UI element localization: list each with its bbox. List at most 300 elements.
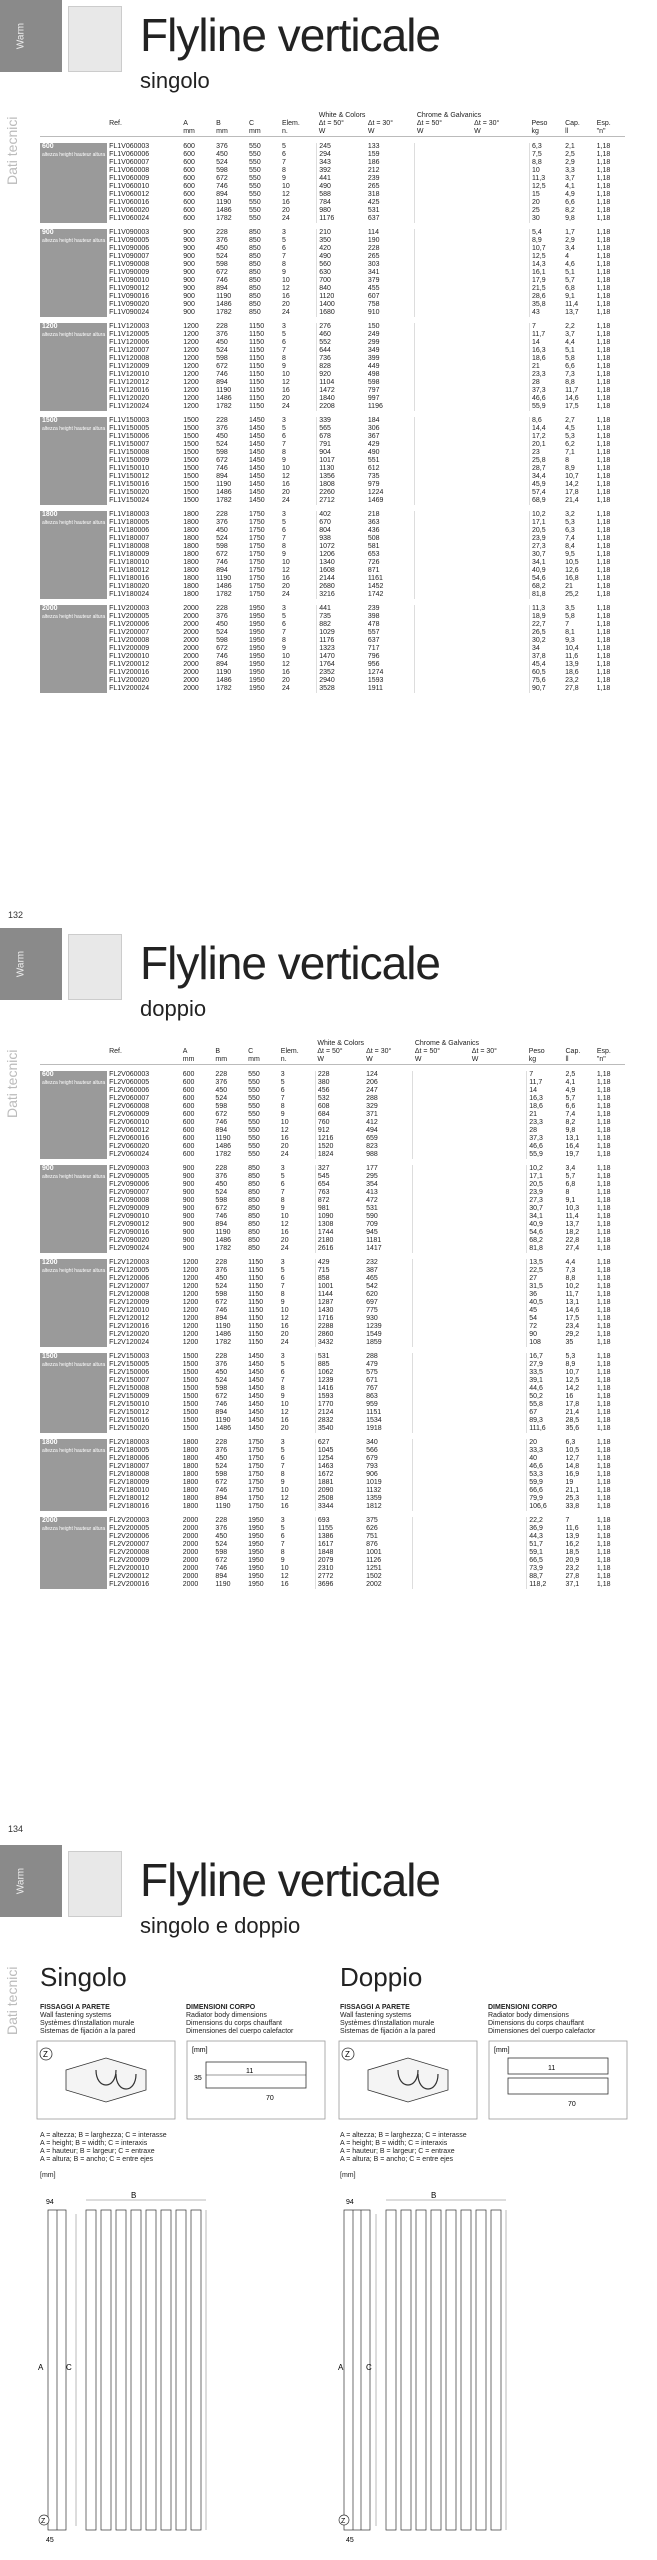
table-cell: 6 — [280, 1369, 285, 1376]
table-cell: 671 — [366, 1377, 378, 1384]
table-cell: 24 — [280, 1339, 289, 1346]
table-cell: 850 — [249, 261, 261, 268]
table-cell: 27 — [527, 1275, 564, 1283]
table-cell: 1,18 — [596, 1315, 611, 1322]
table-cell: 804 — [317, 527, 366, 535]
table-cell: 1,18 — [596, 1439, 611, 1446]
table-cell: 1,18 — [596, 637, 611, 644]
table-cell: 1500 — [183, 441, 199, 448]
table-cell — [415, 685, 472, 693]
table-row — [40, 1439, 625, 1447]
table-cell: 600 — [182, 1143, 195, 1150]
table-cell — [415, 535, 472, 543]
table-cell: 376 — [215, 1173, 228, 1180]
table-cell — [470, 1283, 527, 1291]
table-cell — [472, 331, 529, 339]
table-cell — [413, 1119, 470, 1127]
radiator-element — [461, 2210, 471, 2530]
table-cell: 1848 — [315, 1549, 364, 1557]
legend-line: A = hauteur; B = largeur; C = entraxe — [340, 2148, 455, 2155]
table-cell: 945 — [366, 1229, 378, 1236]
table-cell: 1800 — [182, 1479, 199, 1486]
table-cell: 1450 — [249, 417, 265, 424]
table-cell: 1950 — [249, 677, 265, 684]
table-cell: 1450 — [248, 1393, 264, 1400]
table-cell: 850 — [249, 293, 261, 300]
table-cell: 1386 — [315, 1533, 364, 1541]
table-cell — [472, 293, 529, 301]
table-cell: 228 — [215, 1165, 228, 1172]
table-cell: 8,1 — [565, 629, 575, 636]
table-cell: 12 — [280, 1495, 289, 1502]
dim-line: Radiator body dimensions — [186, 2012, 267, 2019]
table-row — [40, 1447, 625, 1455]
table-cell: 2124 — [315, 1409, 364, 1417]
table-cell: 376 — [215, 1267, 228, 1274]
table-cell: 27,9 — [527, 1361, 564, 1369]
group-label: 2000 altezza height hauteur altura — [40, 1517, 107, 1589]
table-cell: 1,18 — [596, 355, 611, 362]
table-cell — [472, 543, 529, 551]
table-cell: FL1V090008 — [109, 261, 150, 268]
table-cell: 16 — [280, 1323, 289, 1330]
dim-11: 11 — [246, 2068, 254, 2075]
table-cell: 228 — [216, 605, 228, 612]
table-row — [40, 559, 625, 567]
table-row — [40, 1463, 625, 1471]
table-cell: 850 — [248, 1165, 260, 1172]
table-cell: 22,7 — [530, 621, 564, 629]
table-cell: 55,9 — [530, 403, 564, 411]
table-cell — [413, 1267, 470, 1275]
table-cell: 8 — [281, 261, 286, 268]
table-cell: 894 — [216, 191, 228, 198]
table-cell: 1151 — [366, 1409, 382, 1416]
dim-94: 94 — [46, 2199, 54, 2206]
product-thumbnail — [68, 934, 122, 1000]
table-cell: FL1V200016 — [109, 669, 150, 676]
dim-title: DIMENSIONI CORPO — [186, 2004, 256, 2011]
table-cell: 30 — [530, 215, 564, 223]
table-cell: 600 — [183, 207, 195, 214]
table-row — [40, 1409, 625, 1417]
table-row — [40, 613, 625, 621]
table-cell: FL1V060007 — [109, 159, 150, 166]
table-cell: 672 — [216, 363, 228, 370]
table-cell: 5 — [280, 1447, 285, 1454]
table-cell: FL1V150016 — [109, 481, 150, 488]
table-cell: 1,18 — [596, 1409, 611, 1416]
table-cell: 797 — [367, 387, 380, 394]
table-cell: 791 — [317, 441, 366, 449]
table-row — [40, 543, 625, 551]
table-cell: 450 — [215, 1087, 228, 1094]
table-cell: 672 — [215, 1205, 228, 1212]
table-cell — [415, 653, 472, 661]
table-cell — [415, 237, 472, 245]
table-cell: 40,9 — [530, 567, 564, 575]
table-cell: 1,18 — [596, 301, 611, 308]
table-cell: 1950 — [248, 1517, 264, 1524]
table-cell — [413, 1479, 470, 1487]
table-cell: 8 — [281, 543, 286, 550]
table-cell: 45,9 — [530, 481, 564, 489]
table-row — [40, 1573, 625, 1581]
table-cell — [415, 143, 472, 151]
table-cell: 1950 — [248, 1573, 264, 1580]
table-cell: 206 — [366, 1079, 378, 1086]
table-cell: 1782 — [215, 1245, 231, 1252]
radiator-element — [491, 2210, 501, 2530]
table-cell — [470, 1377, 527, 1385]
table-cell: FL2V150020 — [109, 1425, 150, 1432]
table-row — [40, 1581, 625, 1589]
table-row — [40, 1221, 625, 1229]
table-cell: FL1V060010 — [109, 183, 150, 190]
table-cell — [413, 1111, 470, 1119]
fix-line: Wall fastening systems — [40, 2012, 112, 2019]
table-cell: 14,6 — [565, 395, 579, 402]
table-cell: 598 — [215, 1197, 228, 1204]
table-cell: FL2V200010 — [109, 1565, 150, 1572]
table-cell: 1450 — [248, 1369, 264, 1376]
table-cell: 882 — [317, 621, 366, 629]
table-cell: 228 — [216, 511, 228, 518]
table-cell: 460 — [317, 331, 366, 339]
table-cell — [472, 527, 529, 535]
table-cell: 3,5 — [565, 605, 575, 612]
table-cell — [413, 1401, 470, 1409]
table-cell: 600 — [182, 1087, 195, 1094]
table-cell — [472, 245, 529, 253]
table-cell: 1,18 — [596, 1353, 611, 1360]
table-cell — [413, 1197, 470, 1205]
radiator-element — [176, 2210, 186, 2530]
table-row — [40, 1291, 625, 1299]
table-cell: 343 — [317, 159, 366, 167]
table-cell: 6,6 — [565, 363, 575, 370]
radiator-element — [401, 2210, 411, 2530]
table-cell: 1950 — [249, 653, 265, 660]
table-cell: 3,3 — [565, 167, 575, 174]
table-cell: 2000 — [183, 605, 199, 612]
table-cell: 746 — [215, 1487, 228, 1494]
table-cell: FL1V180008 — [109, 543, 150, 550]
table-cell: 1190 — [216, 481, 232, 488]
table-cell: 1950 — [248, 1557, 264, 1564]
table-cell — [415, 591, 472, 599]
table-row — [40, 433, 625, 441]
table-cell: 68,2 — [527, 1237, 564, 1245]
table-cell: FL2V120012 — [109, 1315, 150, 1322]
table-cell: 823 — [366, 1143, 378, 1150]
table-cell: 1029 — [317, 629, 366, 637]
table-cell: 17,2 — [530, 433, 564, 441]
table-cell: 18,6 — [530, 355, 564, 363]
table-cell: 450 — [215, 1181, 228, 1188]
table-cell: 18,6 — [565, 669, 579, 676]
table-row — [40, 457, 625, 465]
table-cell: 7 — [565, 1517, 570, 1524]
table-cell: 600 — [182, 1151, 195, 1158]
table-cell: 607 — [367, 293, 380, 300]
table-cell: 16 — [281, 293, 290, 300]
table-cell: 1,18 — [596, 575, 611, 582]
table-cell: 490 — [317, 183, 366, 191]
table-cell: 6 — [281, 621, 286, 628]
table-cell — [413, 1103, 470, 1111]
table-cell: 979 — [367, 481, 380, 488]
col-unit-mm3: mm — [246, 1056, 279, 1065]
table-cell: 25,2 — [565, 591, 579, 598]
table-cell: 21 — [565, 583, 573, 590]
table-cell: FL2V060012 — [109, 1127, 150, 1134]
table-cell: 697 — [366, 1299, 378, 1306]
table-row — [40, 183, 625, 191]
table-cell: 12 — [281, 473, 290, 480]
table-cell: FL1V150007 — [109, 441, 150, 448]
table-cell: 21 — [527, 1111, 564, 1119]
header-group-row — [40, 112, 625, 120]
table-cell: FL2V090024 — [109, 1245, 150, 1252]
table-cell: 8,9 — [565, 465, 575, 472]
table-cell: 1,18 — [596, 1181, 611, 1188]
table-cell: 490 — [367, 449, 380, 456]
table-cell: 1,18 — [596, 1173, 611, 1180]
table-row — [40, 1229, 625, 1237]
table-cell: 9,1 — [565, 1197, 576, 1204]
table-cell: 1150 — [248, 1339, 264, 1346]
table-cell: 1486 — [216, 583, 232, 590]
table-cell: 133 — [367, 143, 380, 150]
table-row — [40, 331, 625, 339]
table-cell — [470, 1565, 527, 1573]
table-cell: 598 — [215, 1471, 228, 1478]
table-cell: FL2V180016 — [109, 1503, 150, 1510]
table-cell: 672 — [216, 269, 228, 276]
table-cell: 1,18 — [596, 511, 611, 518]
table-row — [40, 1071, 625, 1079]
table-cell: FL1V090005 — [109, 237, 150, 244]
table-cell: 24 — [281, 215, 290, 222]
col-header-elem: Elem. — [281, 120, 300, 127]
table-cell — [470, 1385, 527, 1393]
table-cell: 626 — [366, 1525, 378, 1532]
table-cell — [413, 1463, 470, 1471]
table-cell: 23,3 — [530, 371, 564, 379]
table-cell: 6 — [280, 1275, 285, 1282]
table-cell: 590 — [366, 1213, 378, 1220]
table-row — [40, 519, 625, 527]
table-cell: 1,18 — [596, 1213, 611, 1220]
table-cell — [472, 403, 529, 411]
table-cell: 2,2 — [565, 323, 575, 330]
table-cell — [415, 605, 472, 613]
table-cell: 1450 — [248, 1353, 264, 1360]
table-cell: 12 — [281, 661, 290, 668]
table-cell: 27,3 — [530, 543, 564, 551]
table-cell: 1,18 — [596, 309, 611, 316]
table-cell: 746 — [215, 1401, 228, 1408]
table-cell: 402 — [317, 511, 366, 519]
table-cell: 1500 — [182, 1409, 199, 1416]
table-cell: 34,4 — [530, 473, 564, 481]
table-cell: 20 — [281, 489, 290, 496]
table-row — [40, 229, 625, 237]
table-cell: FL2V200009 — [109, 1557, 150, 1564]
table-row — [40, 1339, 625, 1347]
table-cell: 73,9 — [527, 1565, 564, 1573]
dati-tecnici-label: Dati tecnici — [4, 1049, 20, 1118]
table-cell: 560 — [317, 261, 366, 269]
table-cell: 1500 — [183, 473, 199, 480]
table-cell: 28,7 — [530, 465, 564, 473]
table-cell: 19 — [565, 1479, 574, 1486]
col-unit-in: "n" — [595, 128, 625, 137]
table-cell: 1800 — [182, 1503, 199, 1510]
table-cell: 1911 — [367, 685, 383, 692]
table-row — [40, 323, 625, 331]
table-cell: 21,5 — [530, 285, 564, 293]
table-cell: 1,18 — [596, 261, 611, 268]
table-cell: 239 — [367, 175, 380, 182]
table-cell: 1950 — [249, 685, 265, 692]
legend-doppio — [340, 2132, 620, 2180]
table-cell: 1,18 — [596, 269, 611, 276]
table-cell: 90,7 — [530, 685, 564, 693]
table-cell — [413, 1487, 470, 1495]
table-cell: 894 — [216, 379, 228, 386]
table-cell — [470, 1495, 527, 1503]
table-cell: 429 — [367, 441, 380, 448]
table-cell: 5 — [281, 143, 286, 150]
table-cell: 6,8 — [565, 1181, 576, 1188]
table-cell: 57,4 — [530, 489, 564, 497]
table-cell: 863 — [366, 1393, 378, 1400]
table-cell: 20 — [280, 1237, 289, 1244]
table-cell: 68,2 — [530, 583, 564, 591]
table-cell: FL1V090006 — [109, 245, 150, 252]
table-cell — [472, 339, 529, 347]
table-cell: 1950 — [248, 1549, 264, 1556]
table-cell: 598 — [215, 1103, 228, 1110]
table-cell — [470, 1291, 527, 1299]
table-cell — [415, 379, 472, 387]
table-cell: 412 — [366, 1119, 378, 1126]
table-cell: 376 — [216, 237, 228, 244]
table-cell — [470, 1135, 527, 1143]
table-row — [40, 575, 625, 583]
table-cell: 17,8 — [565, 1401, 580, 1408]
table-cell: 28,6 — [530, 293, 564, 301]
product-thumbnail — [68, 6, 122, 72]
table-row — [40, 567, 625, 575]
table-cell: 6,3 — [565, 527, 575, 534]
table-cell: 88,7 — [527, 1573, 564, 1581]
table-cell: FL1V180006 — [109, 527, 150, 534]
table-cell — [413, 1541, 470, 1549]
table-cell: 265 — [367, 253, 380, 260]
table-cell — [470, 1205, 527, 1213]
table-cell: 376 — [215, 1079, 228, 1086]
table-cell: 1,18 — [596, 1189, 611, 1196]
table-cell: 1,18 — [596, 1385, 611, 1392]
table-cell: 2,9 — [565, 237, 575, 244]
table-cell: 40,9 — [527, 1221, 564, 1229]
table-cell: 7 — [280, 1095, 285, 1102]
table-cell: 1,18 — [596, 1307, 611, 1314]
table-cell — [470, 1503, 527, 1511]
unit-row — [40, 128, 625, 137]
table-cell — [415, 229, 472, 237]
table-cell: 9,3 — [565, 637, 575, 644]
table-cell: 600 — [183, 215, 195, 222]
table-cell: 228 — [216, 323, 228, 330]
table-cell: 2000 — [182, 1549, 199, 1556]
table-cell: 3216 — [317, 591, 366, 599]
table-cell — [470, 1455, 527, 1463]
table-row — [40, 629, 625, 637]
table-cell: 3 — [280, 1353, 285, 1360]
table-cell: 36,9 — [527, 1525, 564, 1533]
table-cell: 7 — [280, 1541, 285, 1548]
table-cell: 3 — [281, 511, 286, 518]
table-cell: 920 — [317, 371, 366, 379]
table-cell: 524 — [215, 1095, 228, 1102]
table-cell: 1090 — [315, 1213, 364, 1221]
table-cell: 1450 — [249, 473, 265, 480]
table-cell — [415, 261, 472, 269]
table-cell: 10 — [530, 167, 564, 175]
dim-11: 11 — [548, 2065, 556, 2072]
table-row — [40, 1267, 625, 1275]
table-cell: 598 — [215, 1291, 228, 1298]
table-cell: 24 — [281, 497, 290, 504]
table-row — [40, 1299, 625, 1307]
table-cell: 13,1 — [565, 1135, 580, 1142]
table-cell: 1617 — [315, 1541, 364, 1549]
table-cell: 21,4 — [565, 497, 579, 504]
col-unit-kg: kg — [530, 128, 564, 137]
table-cell — [413, 1165, 470, 1173]
table-cell — [472, 347, 529, 355]
table-cell: 717 — [367, 645, 380, 652]
table-cell: 1502 — [366, 1573, 382, 1580]
table-cell: 1144 — [315, 1291, 364, 1299]
table-cell: 1017 — [317, 457, 366, 465]
legend-line: A = altezza; B = larghezza; C = interasse — [340, 2132, 467, 2139]
table-cell: 1770 — [315, 1401, 364, 1409]
table-cell: FL2V060003 — [109, 1071, 150, 1078]
table-row — [40, 1237, 625, 1245]
table-cell — [413, 1565, 470, 1573]
table-cell: 10 — [280, 1565, 289, 1572]
table-cell: 376 — [215, 1525, 228, 1532]
page-number: 132 — [8, 910, 24, 920]
table-cell — [415, 159, 472, 167]
table-row — [40, 1173, 625, 1181]
table-cell: 900 — [182, 1189, 195, 1196]
table-cell: 54,6 — [527, 1229, 564, 1237]
table-cell: 1150 — [249, 387, 265, 394]
table-row — [40, 1259, 625, 1267]
table-cell: FL1V180009 — [109, 551, 150, 558]
table-cell: 524 — [216, 159, 228, 166]
table-cell: 858 — [315, 1275, 364, 1283]
table-cell: 1950 — [249, 645, 265, 652]
table-cell: 22,5 — [527, 1267, 564, 1275]
table-cell: 1190 — [215, 1229, 231, 1236]
